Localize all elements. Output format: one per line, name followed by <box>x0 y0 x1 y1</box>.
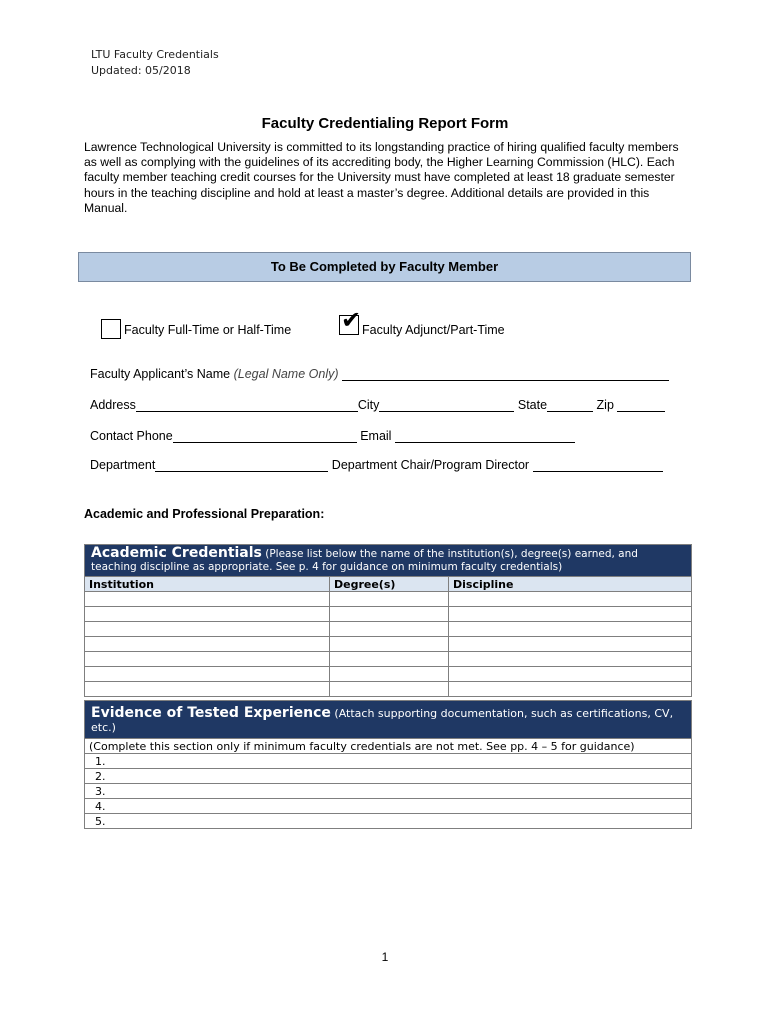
header-line-1: LTU Faculty Credentials <box>91 48 219 61</box>
col-degree: Degree(s) <box>330 577 449 592</box>
table-row <box>85 607 692 622</box>
table-row <box>85 682 692 697</box>
col-institution: Institution <box>85 577 330 592</box>
table-row <box>85 652 692 667</box>
header-line-2: Updated: 05/2018 <box>91 64 191 77</box>
contact-field-row <box>90 429 575 443</box>
discipline-cell[interactable] <box>449 607 692 622</box>
evidence-header-row <box>85 701 692 739</box>
evidence-item-3[interactable]: 3. <box>85 784 692 799</box>
list-item <box>85 814 692 829</box>
institution-cell[interactable] <box>85 652 330 667</box>
section-banner: To Be Completed by Faculty Member <box>78 252 691 282</box>
adjunct-checkbox-label: Faculty Adjunct/Part-Time <box>362 323 505 337</box>
zip-label: Zip <box>596 398 614 412</box>
table-row <box>85 592 692 607</box>
address-input-line[interactable] <box>136 399 358 412</box>
discipline-cell[interactable] <box>449 637 692 652</box>
phone-label: Contact Phone <box>90 429 173 443</box>
list-item <box>85 769 692 784</box>
table-row <box>85 622 692 637</box>
city-input-line[interactable] <box>379 399 514 412</box>
institution-cell[interactable] <box>85 637 330 652</box>
email-input-line[interactable] <box>395 430 575 443</box>
address-field-row <box>90 398 665 412</box>
evidence-title: Evidence of Tested Experience <box>91 705 331 721</box>
evidence-subtitle: (Attach supporting documentation, such as certifications, CV, etc.) <box>91 707 674 734</box>
evidence-header-cell <box>85 701 692 739</box>
chair-input-line[interactable] <box>533 459 663 472</box>
form-title: Faculty Credentialing Report Form <box>261 115 509 132</box>
discipline-cell[interactable] <box>449 652 692 667</box>
degree-cell[interactable] <box>330 592 449 607</box>
state-label: State <box>517 398 548 412</box>
adjunct-checkbox[interactable] <box>339 307 362 335</box>
name-label: Faculty Applicant’s Name <box>90 367 231 381</box>
academic-credentials-table <box>84 544 692 697</box>
academic-title: Academic Credentials <box>91 545 262 561</box>
evidence-item-4[interactable]: 4. <box>85 799 692 814</box>
section-label: Academic and Professional Preparation: <box>84 507 325 521</box>
discipline-cell[interactable] <box>449 667 692 682</box>
degree-cell[interactable] <box>330 652 449 667</box>
evidence-note-row <box>85 739 692 754</box>
department-field-row <box>90 458 663 472</box>
institution-cell[interactable] <box>85 682 330 697</box>
address-label: Address <box>90 398 136 412</box>
institution-cell[interactable] <box>85 622 330 637</box>
phone-input-line[interactable] <box>173 430 357 443</box>
evidence-note: (Complete this section only if minimum faculty credentials are not met. See pp. 4 – 5 for guidance) <box>85 739 692 754</box>
zip-input-line[interactable] <box>617 399 665 412</box>
degree-cell[interactable] <box>330 637 449 652</box>
list-item <box>85 754 692 769</box>
name-hint: (Legal Name Only) <box>233 367 339 381</box>
col-discipline: Discipline <box>449 577 692 592</box>
discipline-cell[interactable] <box>449 682 692 697</box>
fulltime-checkbox[interactable] <box>101 319 121 339</box>
table-row <box>85 667 692 682</box>
department-label: Department <box>90 458 156 472</box>
chair-label: Department Chair/Program Director <box>331 458 530 472</box>
name-field-row <box>90 367 669 381</box>
institution-cell[interactable] <box>85 667 330 682</box>
academic-header-row <box>85 545 692 577</box>
department-input-line[interactable] <box>155 459 328 472</box>
discipline-cell[interactable] <box>449 592 692 607</box>
email-label: Email <box>360 429 392 443</box>
list-item <box>85 799 692 814</box>
institution-cell[interactable] <box>85 592 330 607</box>
list-item <box>85 784 692 799</box>
fulltime-checkbox-label: Faculty Full-Time or Half-Time <box>124 323 292 337</box>
evidence-table <box>84 700 692 829</box>
degree-cell[interactable] <box>330 682 449 697</box>
evidence-item-2[interactable]: 2. <box>85 769 692 784</box>
academic-header-cell <box>85 545 692 577</box>
degree-cell[interactable] <box>330 622 449 637</box>
academic-column-header-row <box>85 577 692 592</box>
intro-paragraph: Lawrence Technological University is committed to its longstanding practice of hiring qualified faculty members as well as complying with the guidelines of its accrediting body, the Higher Learning Commission (HLC). Each faculty member teaching credit courses for the University must have completed at least 18 graduate semester hours in the teaching discipline and hold at least a master’s degree. Additional details are provided in this Manual. <box>84 140 679 215</box>
name-input-line[interactable] <box>342 368 669 381</box>
discipline-cell[interactable] <box>449 622 692 637</box>
degree-cell[interactable] <box>330 607 449 622</box>
academic-subtitle: (Please list below the name of the institution(s), degree(s) earned, and teaching discipline as appropriate. See p. 4 for guidance on minimum faculty credentials) <box>91 548 638 573</box>
institution-cell[interactable] <box>85 607 330 622</box>
evidence-item-5[interactable]: 5. <box>85 814 692 829</box>
page-number: 1 <box>381 950 389 964</box>
degree-cell[interactable] <box>330 667 449 682</box>
table-row <box>85 637 692 652</box>
state-input-line[interactable] <box>547 399 593 412</box>
city-label: City <box>357 398 380 412</box>
check-mark-icon: ✔ <box>341 307 362 334</box>
evidence-item-1[interactable]: 1. <box>85 754 692 769</box>
